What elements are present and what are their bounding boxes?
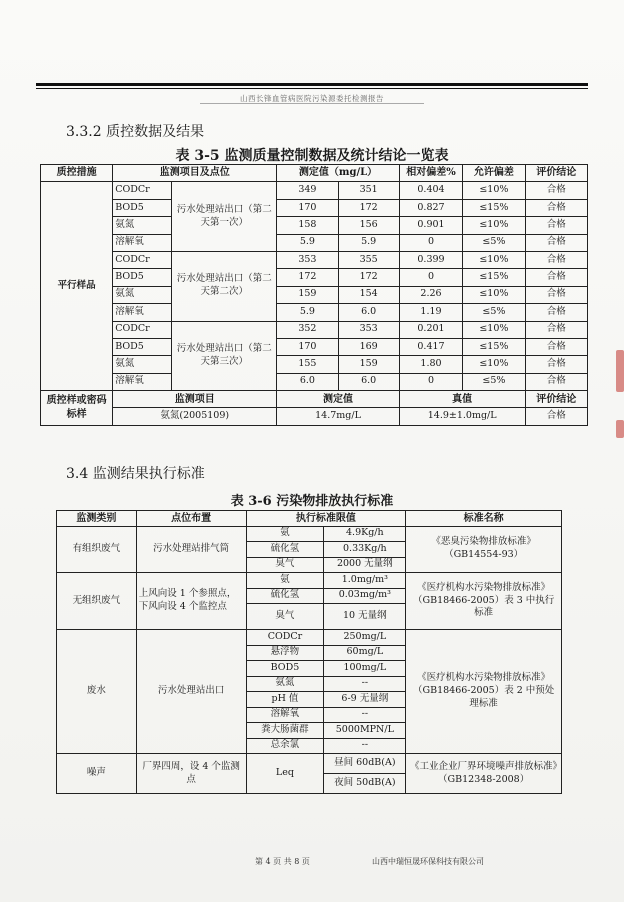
standard-cell: 《医疗机构水污染物排放标准》（GB18466-2005）表 3 中执行标准 — [406, 573, 562, 630]
header-cell: 监测项目及点位 — [113, 165, 277, 182]
result-cell: 合格 — [525, 234, 587, 251]
company-name: 山西中瑞恒晟环保科技有限公司 — [372, 857, 484, 866]
limit-cell: 5000MPN/L — [324, 723, 406, 739]
table-row — [41, 304, 588, 321]
allowed-cell: ≤5% — [463, 373, 525, 390]
pollutant-cell: 悬浮物 — [246, 645, 324, 661]
limit-cell: 6-9 无量纲 — [324, 692, 406, 708]
header-cell: 监测类别 — [57, 511, 137, 527]
category-cell: 无组织废气 — [57, 573, 137, 630]
table-row — [41, 321, 588, 338]
qc-sample-result: 合格 — [525, 408, 587, 425]
header-cell: 真值 — [399, 391, 525, 408]
pollutant-cell: CODCr — [246, 630, 324, 646]
qc-sample-value: 14.7mg/L — [277, 408, 400, 425]
pollutant-cell: Leq — [246, 754, 324, 794]
page-number: 第 4 页 共 8 页 — [255, 857, 310, 866]
point-cell: 污水处理站排气筒 — [136, 526, 246, 573]
pollutant-cell: 硫化氢 — [246, 542, 324, 558]
table-row — [41, 234, 588, 251]
item-cell: BOD5 — [113, 338, 172, 355]
value1-cell: 159 — [277, 286, 338, 303]
value1-cell: 353 — [277, 251, 338, 268]
section-title-qc: 3.3.2 质控数据及结果 — [66, 124, 205, 140]
result-cell: 合格 — [525, 269, 587, 286]
table-caption-standards: 表 3-6 污染物排放执行标准 — [230, 494, 394, 509]
limit-cell: 昼间 60dB(A) — [324, 754, 406, 774]
result-cell: 合格 — [525, 373, 587, 390]
allowed-cell: ≤10% — [463, 356, 525, 373]
deviation-cell: 0 — [399, 373, 462, 390]
pollutant-cell: pH 值 — [246, 692, 324, 708]
header-cell: 标准名称 — [406, 511, 562, 527]
item-cell: 溶解氧 — [113, 304, 172, 321]
header-cell: 质控措施 — [41, 165, 113, 182]
deviation-cell: 0.827 — [399, 199, 462, 216]
item-cell: CODCr — [113, 182, 172, 199]
table-row — [57, 526, 562, 542]
limit-cell: 60mg/L — [324, 645, 406, 661]
header-cell: 相对偏差% — [399, 165, 462, 182]
qc-sample-header-row — [41, 391, 588, 408]
limit-cell: 0.03mg/m³ — [324, 588, 406, 604]
value1-cell: 158 — [277, 217, 338, 234]
allowed-cell: ≤10% — [463, 217, 525, 234]
limit-cell: 100mg/L — [324, 661, 406, 677]
pollutant-cell: 氨 — [246, 573, 324, 589]
header-cell: 允许偏差 — [463, 165, 525, 182]
header-cell: 监测项目 — [113, 391, 277, 408]
qc-table-body — [41, 182, 588, 391]
table-row — [41, 251, 588, 268]
deviation-cell: 0.901 — [399, 217, 462, 234]
result-cell: 合格 — [525, 286, 587, 303]
table-row — [57, 754, 562, 774]
header-cell: 执行标准限值 — [246, 511, 406, 527]
table-row — [41, 373, 588, 390]
running-header: 山西长锋血管病医院污染源委托检测报告 — [240, 94, 384, 103]
standards-table — [56, 510, 562, 794]
table-row — [41, 199, 588, 216]
allowed-cell: ≤5% — [463, 234, 525, 251]
allowed-cell: ≤10% — [463, 286, 525, 303]
pollutant-cell: 氨氮 — [246, 676, 324, 692]
standard-cell: 《工业企业厂界环境噪声排放标准》（GB12348-2008） — [406, 754, 562, 794]
result-cell: 合格 — [525, 217, 587, 234]
deviation-cell: 0 — [399, 269, 462, 286]
pollutant-cell: 臭气 — [246, 557, 324, 573]
table-row — [41, 269, 588, 286]
item-cell: 氨氮 — [113, 356, 172, 373]
value1-cell: 5.9 — [277, 304, 338, 321]
category-cell: 噪声 — [57, 754, 137, 794]
point-cell: 污水处理站出口（第二天第二次） — [172, 251, 277, 321]
value2-cell: 6.0 — [338, 373, 399, 390]
section-title-standards: 3.4 监测结果执行标准 — [66, 466, 205, 482]
qc-sample-item: 氨氮(2005109) — [113, 408, 277, 425]
header-cell: 测定值 — [277, 391, 400, 408]
deviation-cell: 0.404 — [399, 182, 462, 199]
limit-cell: 2000 无量纲 — [324, 557, 406, 573]
result-cell: 合格 — [525, 199, 587, 216]
table-row — [41, 356, 588, 373]
point-cell: 污水处理站出口（第二天第三次） — [172, 321, 277, 391]
item-cell: BOD5 — [113, 199, 172, 216]
header-underline — [200, 103, 424, 104]
standard-cell: 《医疗机构水污染物排放标准》（GB18466-2005）表 2 中预处理标准 — [406, 630, 562, 754]
qc-sample-true: 14.9±1.0mg/L — [399, 408, 525, 425]
limit-cell: 夜间 50dB(A) — [324, 774, 406, 794]
item-cell: CODCr — [113, 251, 172, 268]
item-cell: 溶解氧 — [113, 373, 172, 390]
result-cell: 合格 — [525, 356, 587, 373]
pollutant-cell: 氨 — [246, 526, 324, 542]
header-cell: 评价结论 — [525, 165, 587, 182]
seal-fragment — [616, 350, 624, 392]
allowed-cell: ≤15% — [463, 338, 525, 355]
value2-cell: 156 — [338, 217, 399, 234]
header-rule — [36, 83, 588, 86]
group-label: 平行样品 — [41, 182, 113, 391]
item-cell: 溶解氧 — [113, 234, 172, 251]
point-cell: 污水处理站出口（第二天第一次） — [172, 182, 277, 252]
allowed-cell: ≤10% — [463, 182, 525, 199]
limit-cell: -- — [324, 738, 406, 754]
table-row — [41, 182, 588, 199]
limit-cell: -- — [324, 676, 406, 692]
table-caption-qc: 表 3-5 监测质量控制数据及统计结论一览表 — [175, 148, 449, 164]
qc-sample-label: 质控样或密码标样 — [41, 391, 113, 426]
allowed-cell: ≤15% — [463, 269, 525, 286]
table-header-row — [41, 165, 588, 182]
seal-fragment — [616, 420, 624, 438]
pollutant-cell: BOD5 — [246, 661, 324, 677]
header-cell: 测定值（mg/L） — [277, 165, 400, 182]
value2-cell: 169 — [338, 338, 399, 355]
limit-cell: 1.0mg/m³ — [324, 573, 406, 589]
header-rule-thin — [36, 88, 588, 89]
limit-cell: 10 无量纲 — [324, 604, 406, 630]
item-cell: BOD5 — [113, 269, 172, 286]
value2-cell: 172 — [338, 269, 399, 286]
limit-cell: -- — [324, 707, 406, 723]
point-cell: 污水处理站出口 — [136, 630, 246, 754]
value1-cell: 170 — [277, 338, 338, 355]
deviation-cell: 0 — [399, 234, 462, 251]
value2-cell: 5.9 — [338, 234, 399, 251]
value1-cell: 6.0 — [277, 373, 338, 390]
point-cell: 上风向设 1 个参照点，下风向设 4 个监控点 — [136, 573, 246, 630]
table-header-row — [57, 511, 562, 527]
limit-cell: 250mg/L — [324, 630, 406, 646]
value2-cell: 351 — [338, 182, 399, 199]
deviation-cell: 0.399 — [399, 251, 462, 268]
allowed-cell: ≤5% — [463, 304, 525, 321]
value1-cell: 5.9 — [277, 234, 338, 251]
allowed-cell: ≤10% — [463, 251, 525, 268]
table-row — [57, 630, 562, 646]
value2-cell: 172 — [338, 199, 399, 216]
value2-cell: 154 — [338, 286, 399, 303]
table-row — [41, 286, 588, 303]
value1-cell: 170 — [277, 199, 338, 216]
allowed-cell: ≤15% — [463, 199, 525, 216]
value1-cell: 352 — [277, 321, 338, 338]
value2-cell: 159 — [338, 356, 399, 373]
item-cell: 氨氮 — [113, 217, 172, 234]
table-row — [41, 338, 588, 355]
deviation-cell: 1.80 — [399, 356, 462, 373]
deviation-cell: 0.417 — [399, 338, 462, 355]
header-cell: 评价结论 — [525, 391, 587, 408]
qc-table — [40, 164, 588, 426]
value2-cell: 6.0 — [338, 304, 399, 321]
result-cell: 合格 — [525, 338, 587, 355]
pollutant-cell: 粪大肠菌群 — [246, 723, 324, 739]
deviation-cell: 0.201 — [399, 321, 462, 338]
result-cell: 合格 — [525, 182, 587, 199]
value2-cell: 353 — [338, 321, 399, 338]
deviation-cell: 1.19 — [399, 304, 462, 321]
limit-cell: 4.9Kg/h — [324, 526, 406, 542]
qc-sample-row — [41, 408, 588, 425]
pollutant-cell: 硫化氢 — [246, 588, 324, 604]
value1-cell: 349 — [277, 182, 338, 199]
result-cell: 合格 — [525, 251, 587, 268]
limit-cell: 0.33Kg/h — [324, 542, 406, 558]
table-row — [41, 217, 588, 234]
value1-cell: 172 — [277, 269, 338, 286]
category-cell: 有组织废气 — [57, 526, 137, 573]
value2-cell: 355 — [338, 251, 399, 268]
deviation-cell: 2.26 — [399, 286, 462, 303]
standard-cell: 《恶臭污染物排放标准》（GB14554-93） — [406, 526, 562, 573]
pollutant-cell: 溶解氧 — [246, 707, 324, 723]
category-cell: 废水 — [57, 630, 137, 754]
header-cell: 点位布置 — [136, 511, 246, 527]
pollutant-cell: 臭气 — [246, 604, 324, 630]
value1-cell: 155 — [277, 356, 338, 373]
wastewater-rows — [57, 630, 562, 754]
allowed-cell: ≤10% — [463, 321, 525, 338]
point-cell: 厂界四周，设 4 个监测点 — [136, 754, 246, 794]
table-row — [57, 573, 562, 589]
result-cell: 合格 — [525, 304, 587, 321]
result-cell: 合格 — [525, 321, 587, 338]
item-cell: 氨氮 — [113, 286, 172, 303]
item-cell: CODCr — [113, 321, 172, 338]
pollutant-cell: 总余氯 — [246, 738, 324, 754]
